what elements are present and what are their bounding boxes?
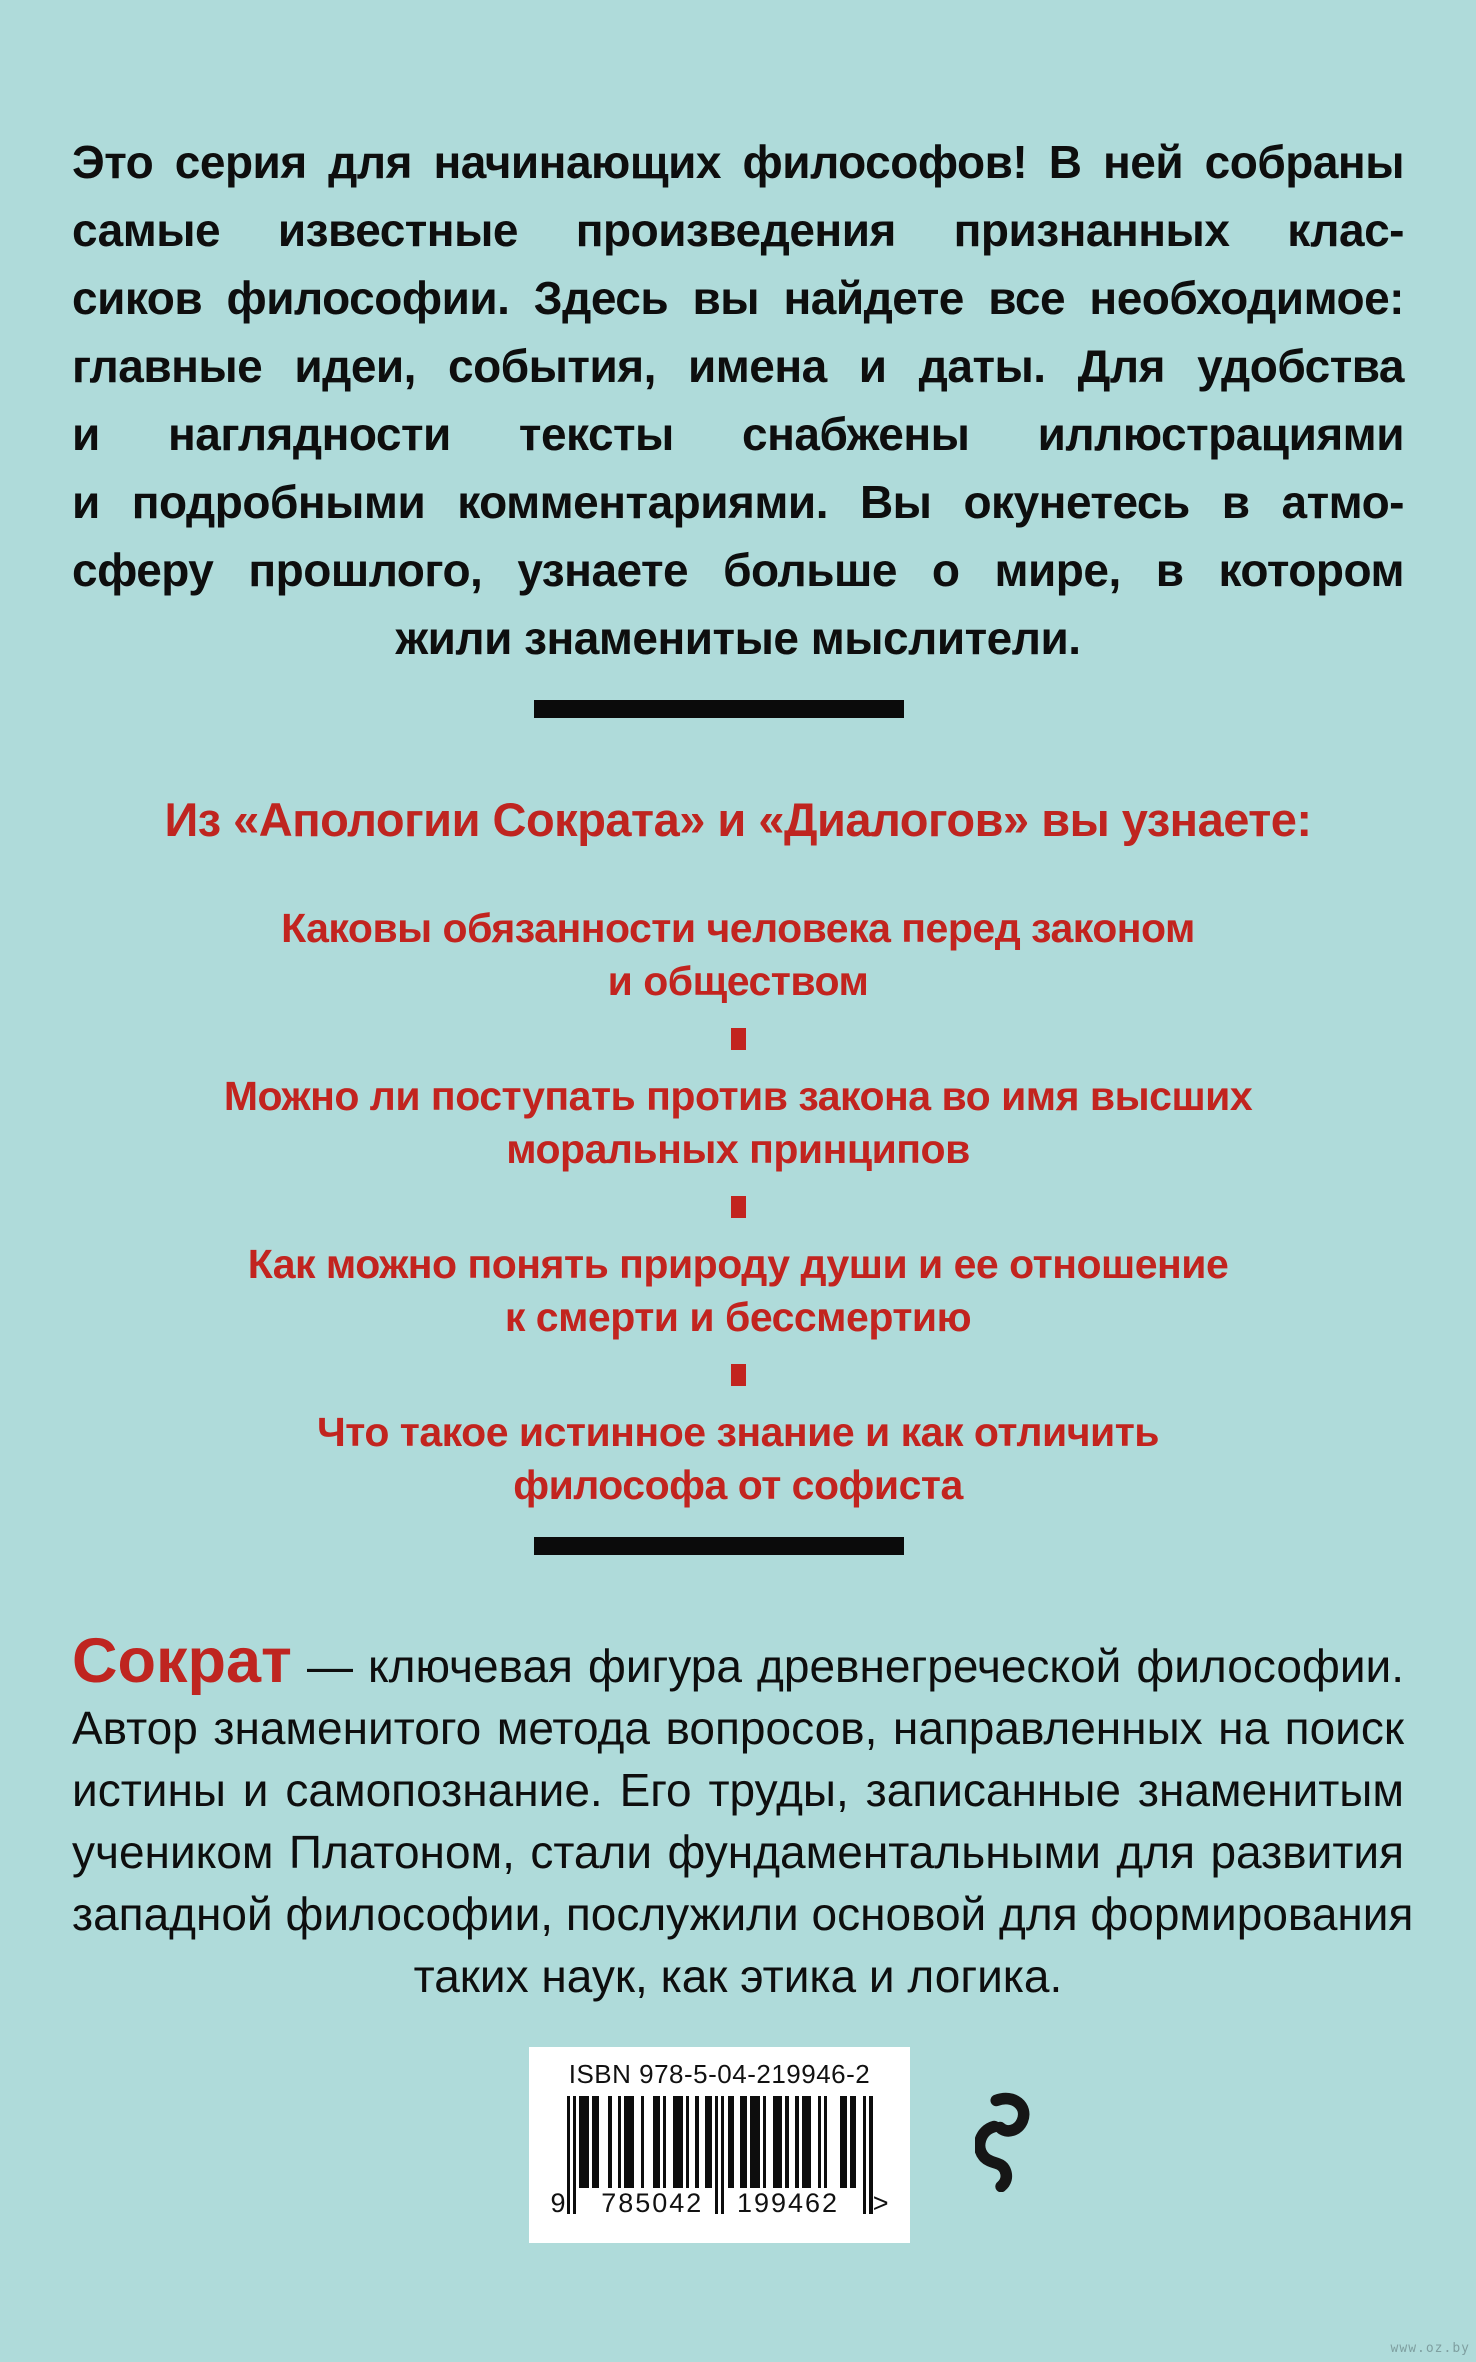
intro-paragraph	[72, 128, 1404, 672]
topic-line: Что такое истинное знание и как отличить	[317, 1409, 1159, 1455]
topic-item	[72, 1238, 1404, 1344]
topic-line: моральных принципов	[506, 1126, 970, 1172]
bullet-square-icon	[731, 1028, 746, 1050]
paragraph-line: сиков философии. Здесь вы найдете все необходимое:	[72, 272, 1404, 324]
digit-group: >	[872, 2188, 891, 2218]
topics-list	[72, 902, 1404, 1512]
section-heading: Из «Апологии Сократа» и «Диалогов» вы узнаете:	[164, 793, 1312, 846]
section-divider	[534, 700, 904, 718]
paragraph-line: жили знаменитые мыслители.	[395, 612, 1081, 664]
topic-item	[72, 1406, 1404, 1512]
topic-line: и обществом	[607, 958, 869, 1004]
paragraph-line: Это серия для начинающих философов! В ней собраны	[72, 136, 1404, 188]
paragraph-line: и наглядности тексты снабжены иллюстрациями	[72, 408, 1404, 460]
paragraph-line: истины и самопознание. Его труды, записанные знаменитым	[72, 1764, 1404, 1816]
topic-item	[72, 1070, 1404, 1176]
barcode-digits	[551, 2188, 891, 2219]
paragraph-line: таких наук, как этика и логика.	[413, 1950, 1063, 2002]
digit-group: 199462	[736, 2188, 840, 2218]
topic-line: Как можно понять природу души и ее отношение	[247, 1241, 1229, 1287]
ean-barcode	[550, 2096, 891, 2220]
paragraph-line: самые известные произведения признанных клас-	[72, 204, 1404, 256]
topic-line: философа от софиста	[513, 1462, 963, 1508]
paragraph-line: западной философии, послужили основой для формирования	[72, 1888, 1414, 1940]
paragraph-line: и подробными комментариями. Вы окунетесь в атмо-	[72, 476, 1404, 528]
author-name: Сократ	[72, 1626, 292, 1696]
isbn-label: ISBN 978-5-04-219946-2	[568, 2059, 871, 2089]
topic-line: Каковы обязанности человека перед законом	[281, 905, 1195, 951]
digit-group: 9	[550, 2188, 568, 2218]
topic-line: к смерти и бессмертию	[504, 1294, 972, 1340]
isbn-box	[529, 2047, 910, 2243]
paragraph-line: сферу прошлого, узнаете больше о мире, в котором	[72, 544, 1404, 596]
watermark: www.oz.by	[1390, 2341, 1470, 2356]
section-divider	[534, 1537, 904, 1555]
bullet-square-icon	[731, 1364, 746, 1386]
bullet-square-icon	[731, 1196, 746, 1218]
topic-line: Можно ли поступать против закона во имя высших	[223, 1073, 1253, 1119]
paragraph-line	[72, 1626, 1404, 1697]
paragraph-text: — ключевая фигура древнегреческой философии.	[306, 1640, 1404, 1692]
paragraph-line: Автор знаменитого метода вопросов, направленных на поиск	[72, 1702, 1404, 1754]
topic-item	[72, 902, 1404, 1008]
paragraph-line: учеником Платоном, стали фундаментальными для развития	[72, 1826, 1404, 1878]
publisher-logo-eksmo-icon	[975, 2092, 1033, 2192]
digit-group: 785042	[601, 2188, 704, 2218]
about-author-paragraph	[72, 1626, 1414, 2007]
paragraph-line: главные идеи, события, имена и даты. Для удобства	[72, 340, 1404, 392]
